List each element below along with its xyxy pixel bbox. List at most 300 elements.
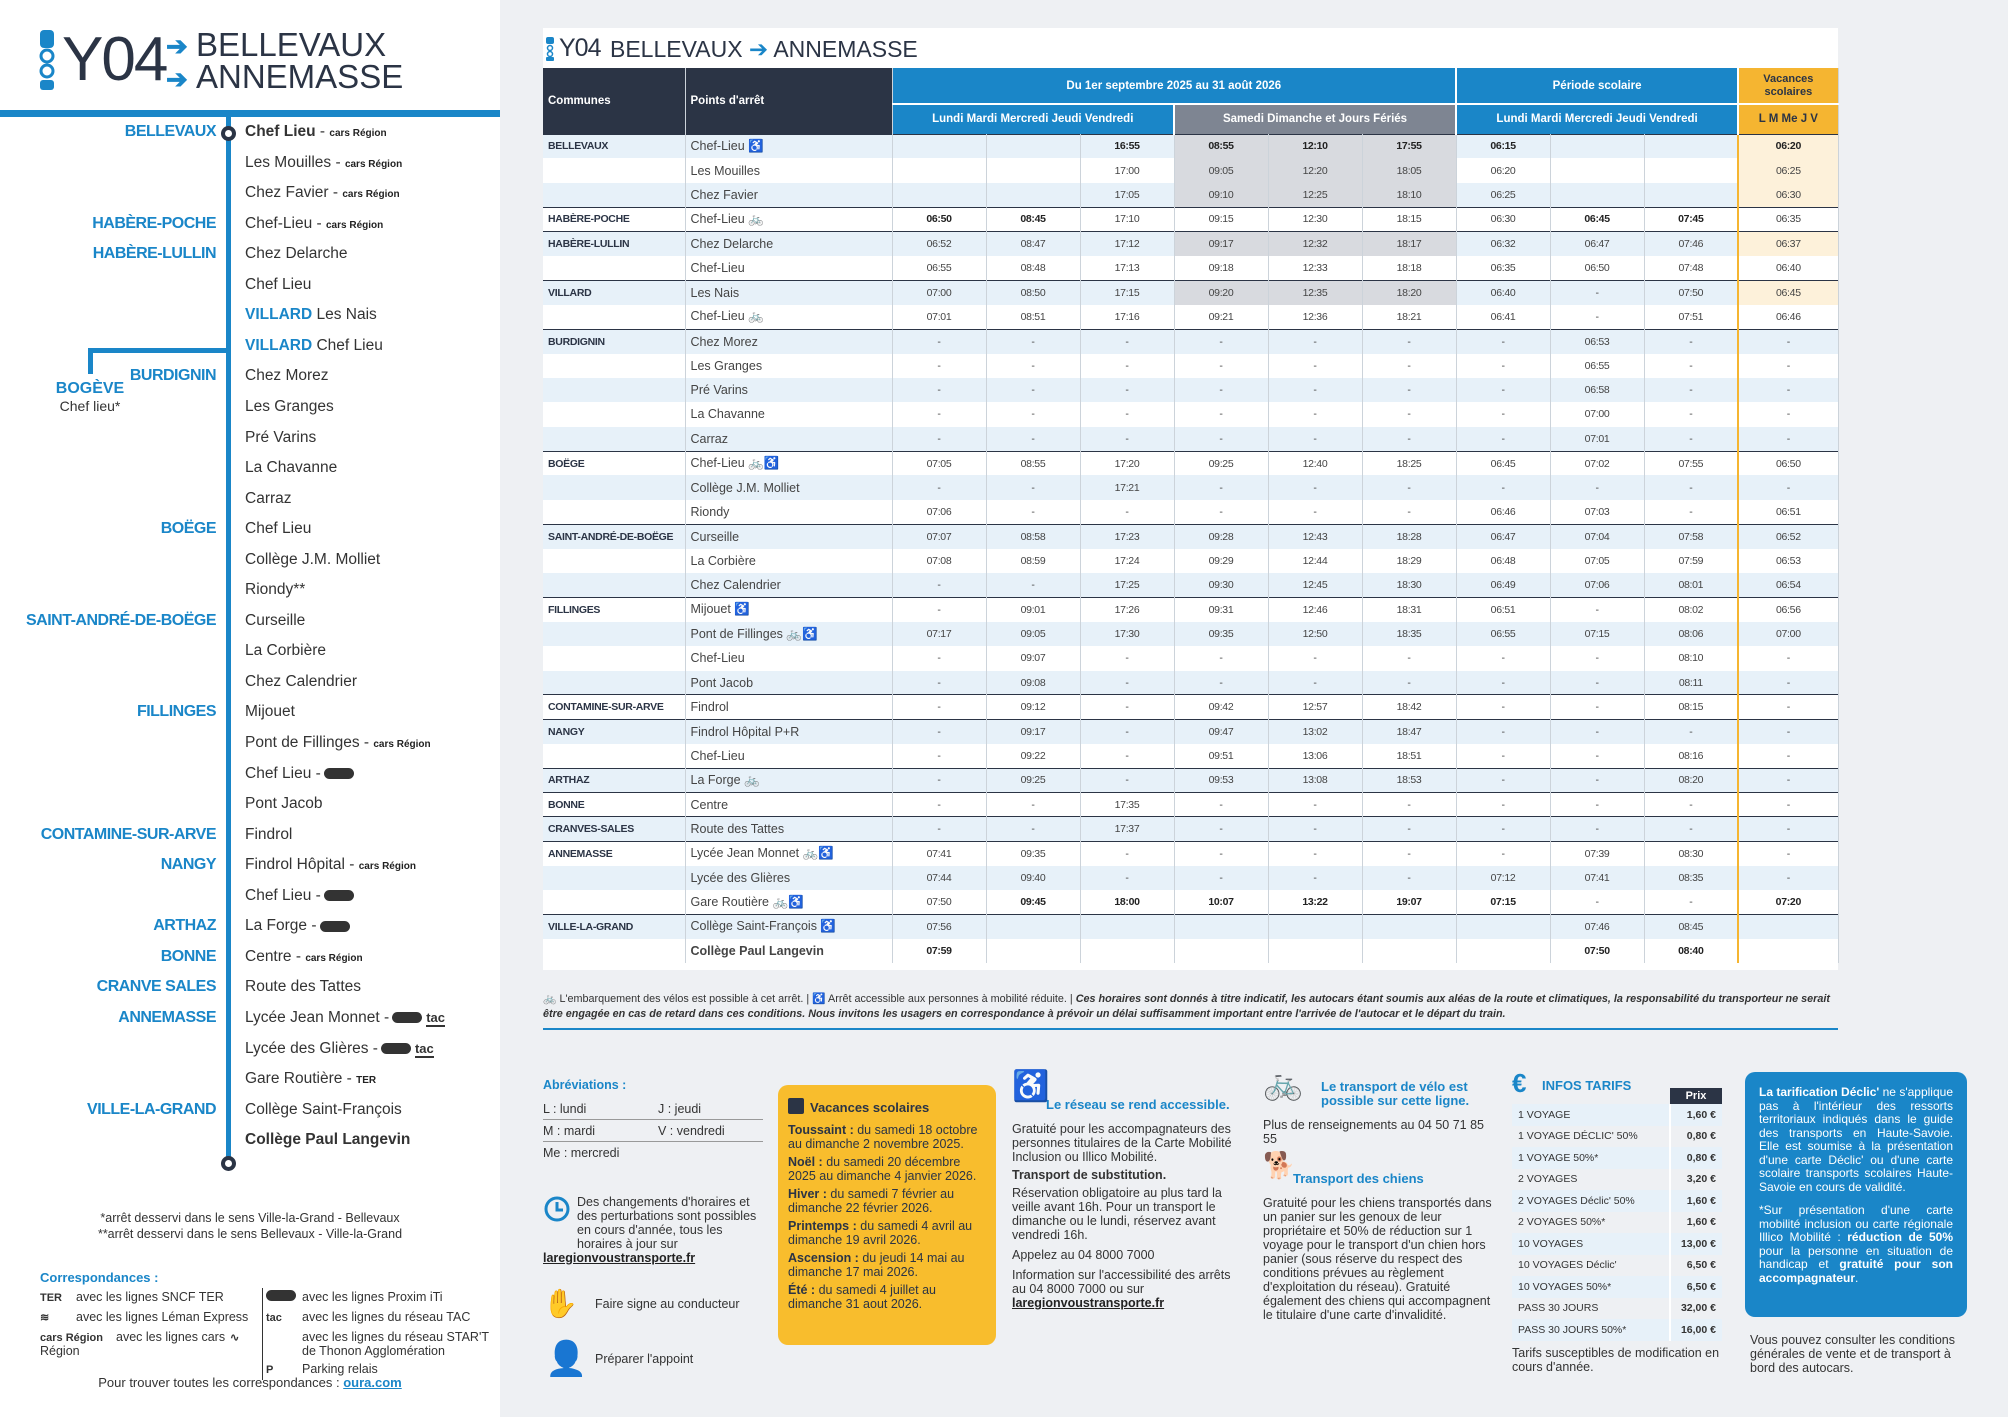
time-cell: - <box>1738 427 1838 451</box>
stop-commune: SAINT-ANDRÉ-DE-BOËGE <box>25 611 216 629</box>
time-cell: 17:21 <box>1080 475 1174 499</box>
time-cell <box>1738 915 1838 939</box>
table-row <box>543 427 1838 451</box>
stop-label: Route des Tattes <box>245 978 362 996</box>
time-cell: 08:15 <box>1644 695 1738 719</box>
time-cell: 12:30 <box>1268 207 1362 231</box>
time-cell: - <box>1080 354 1174 378</box>
time-cell: - <box>1268 671 1362 695</box>
time-cell: 12:45 <box>1268 573 1362 597</box>
time-cell: 07:06 <box>1550 573 1644 597</box>
time-cell <box>1550 158 1644 182</box>
time-cell: 08:06 <box>1644 622 1738 646</box>
stop-prefix: VILLARD <box>245 306 313 324</box>
time-cell <box>1174 939 1268 963</box>
stop-prefix: VILLARD <box>245 336 313 354</box>
time-cell: - <box>1550 719 1644 743</box>
time-cell: 18:20 <box>1362 280 1456 304</box>
row-stop: Chez Favier <box>685 183 892 207</box>
time-cell: 06:47 <box>1550 232 1644 256</box>
correspondances <box>40 1270 500 1376</box>
time-cell: - <box>1738 354 1838 378</box>
row-commune <box>543 866 685 890</box>
row-commune <box>543 646 685 670</box>
vacances-item: Été : du samedi 4 juillet au dimanche 31 aout 2026. <box>788 1283 936 1311</box>
arrow-right-icon: ➔ <box>166 64 188 94</box>
stop-connection: TER <box>356 1075 377 1087</box>
cgv-note: Vous pouvez consulter les conditions générales de vente et de transport à bord des autocars. <box>1750 1333 1955 1375</box>
stop-name <box>245 826 292 844</box>
time-cell: - <box>1550 646 1644 670</box>
stop-name <box>245 429 316 447</box>
time-cell: - <box>892 646 986 670</box>
stop-row <box>0 455 500 485</box>
time-cell: 06:47 <box>1456 524 1550 548</box>
accessibility-info: ♿ Le réseau se rend accessible. Gratuité pour les accompagnateurs des personnes titulaires de la Carte Mobilité Inclusion ou Illico Mobilité. Transport de substitution. Réservation obligatoire au plus tard la veille avant 16h. Pour un transport le dimanche ou le lundi, réservez avant vendredi 16h. Appelez au 04 8000 7000 Information sur l'accessibilité des arrêts au 04 8000 7000 ou sur laregionvoustransporte.fr <box>1012 1070 1232 1310</box>
time-cell: - <box>1456 354 1550 378</box>
time-cell: 08:01 <box>1644 573 1738 597</box>
time-cell: 09:51 <box>1174 744 1268 768</box>
time-cell: 12:20 <box>1268 158 1362 182</box>
stop-name <box>245 367 329 385</box>
time-cell: - <box>1174 817 1268 841</box>
time-cell: 16:55 <box>1080 134 1174 158</box>
time-cell: 09:20 <box>1174 280 1268 304</box>
stop-commune: BOËGE <box>160 520 216 538</box>
time-cell: - <box>1644 890 1738 914</box>
stop-row <box>0 852 500 882</box>
time-cell: 12:46 <box>1268 597 1362 621</box>
stop-row <box>0 180 500 210</box>
time-cell <box>892 134 986 158</box>
time-cell: - <box>892 378 986 402</box>
time-cell: - <box>1362 500 1456 524</box>
corr-start: ∿ avec les lignes du réseau STAR'T de Thonon Agglomération <box>230 1330 489 1358</box>
time-cell: - <box>1644 427 1738 451</box>
region-link[interactable]: laregionvoustransporte.fr <box>1012 1296 1165 1310</box>
stop-row <box>0 211 500 241</box>
time-cell: 07:00 <box>892 280 986 304</box>
stop-label: Chef Lieu <box>245 275 312 293</box>
stop-name <box>245 673 357 691</box>
time-cell: - <box>892 768 986 792</box>
time-cell: 12:57 <box>1268 695 1362 719</box>
time-cell: - <box>1080 719 1174 743</box>
time-cell: 09:31 <box>1174 597 1268 621</box>
time-cell: - <box>1362 427 1456 451</box>
time-cell: - <box>1268 354 1362 378</box>
row-stop: Chef-Lieu ♿ <box>685 134 892 158</box>
stop-label: Chef Lieu <box>245 123 316 140</box>
time-cell: - <box>1550 305 1644 329</box>
dog-icon: 🐕 <box>1263 1150 1296 1180</box>
time-cell: 17:00 <box>1080 158 1174 182</box>
time-cell: 06:30 <box>1456 207 1550 231</box>
time-cell: - <box>1080 841 1174 865</box>
stop-row <box>0 486 500 516</box>
time-cell: 07:59 <box>892 939 986 963</box>
row-stop: Collège Saint-François ♿ <box>685 915 892 939</box>
stop-commune: BONNE <box>160 947 216 965</box>
time-cell: - <box>892 573 986 597</box>
header-points: Points d'arrêt <box>685 68 892 134</box>
row-commune: NANGY <box>543 719 685 743</box>
corr-divider <box>262 1288 263 1380</box>
time-cell: 08:55 <box>1174 134 1268 158</box>
time-cell: 09:18 <box>1174 256 1268 280</box>
time-cell: - <box>986 573 1080 597</box>
time-cell: 17:25 <box>1080 573 1174 597</box>
stop-label: Chez Morez <box>245 367 329 385</box>
time-cell: 06:49 <box>1456 573 1550 597</box>
tarif-label: 1 VOYAGE <box>1512 1104 1670 1126</box>
time-cell <box>1550 134 1644 158</box>
tarif-price: 13,00 € <box>1670 1233 1722 1255</box>
header-period: Du 1er septembre 2025 au 31 août 2026 <box>892 68 1456 104</box>
time-cell: 18:00 <box>1080 890 1174 914</box>
time-cell: - <box>1080 402 1174 426</box>
row-commune: SAINT-ANDRÉ-DE-BOËGE <box>543 524 685 548</box>
stop-name <box>245 1101 402 1119</box>
stop-label: Pont de Fillinges <box>245 734 360 751</box>
time-cell: 06:20 <box>1738 134 1838 158</box>
stop-name: Pont de Fillinges - cars Région <box>245 734 431 751</box>
table-row <box>543 573 1838 597</box>
stop-label: Les Nais <box>316 306 377 324</box>
stop-label: Collège Paul Langevin <box>245 1131 411 1149</box>
time-cell: 09:28 <box>1174 524 1268 548</box>
row-stop: Riondy <box>685 500 892 524</box>
row-commune: HABÈRE-POCHE <box>543 207 685 231</box>
stop-name <box>245 245 348 263</box>
stop-label: Les Mouilles <box>245 153 332 171</box>
time-cell: 09:30 <box>1174 573 1268 597</box>
row-commune: ARTHAZ <box>543 768 685 792</box>
time-cell: 08:40 <box>1644 939 1738 963</box>
time-cell: 07:04 <box>1550 524 1644 548</box>
time-cell: 12:43 <box>1268 524 1362 548</box>
time-cell: 06:32 <box>1456 232 1550 256</box>
stop-row <box>0 974 500 1004</box>
tarifs-title: INFOS TARIFS <box>1542 1078 1632 1093</box>
stop-name: Les Mouilles - cars Région <box>245 153 403 171</box>
time-cell: - <box>1174 646 1268 670</box>
row-stop: Collège Paul Langevin <box>685 939 892 963</box>
time-cell: - <box>1268 646 1362 670</box>
time-cell: 12:50 <box>1268 622 1362 646</box>
declic-box: La tarification Déclic' ne s'applique pas à l'intérieur des ressorts territoriaux indiqués dans le guide des transports en Haute-Savoie. Elle est soumise à la présentation d'une carte Déclic' ou d'une carte scolaire transports scolaires Haute-Savoie en cours de validité. *Sur présentation d'une carte mobilité inclusion ou carte régionale Illico Mobilité : réduction de 50% pour la personne en situation de handicap et gratuité pour son accompagnateur. <box>1745 1072 1967 1317</box>
time-cell: 06:58 <box>1550 378 1644 402</box>
bogeve-name: Chef lieu* <box>59 398 121 414</box>
stop-row <box>0 791 500 821</box>
table-row <box>543 549 1838 573</box>
time-cell: - <box>1550 280 1644 304</box>
stop-name <box>245 703 295 721</box>
time-cell: - <box>1080 378 1174 402</box>
stop-label: Pont Jacob <box>245 795 323 813</box>
header-vacances: Vacances scolaires <box>1738 68 1838 104</box>
table-row <box>543 183 1838 207</box>
stop-label: Gare Routière <box>245 1070 343 1088</box>
time-cell: 06:55 <box>1456 622 1550 646</box>
table-row <box>543 793 1838 817</box>
header-sdjf: Samedi Dimanche et Jours Fériés <box>1174 104 1456 134</box>
table-row <box>543 915 1838 939</box>
stop-name <box>245 306 377 324</box>
time-cell: 09:17 <box>986 719 1080 743</box>
time-cell: 07:08 <box>892 549 986 573</box>
abbr-title: Abréviations : <box>543 1078 627 1092</box>
time-cell: 17:35 <box>1080 793 1174 817</box>
time-cell: 12:35 <box>1268 280 1362 304</box>
time-cell: 07:58 <box>1644 524 1738 548</box>
time-cell: 13:02 <box>1268 719 1362 743</box>
time-cell: 06:46 <box>1456 500 1550 524</box>
time-cell: 17:24 <box>1080 549 1174 573</box>
time-cell: 18:51 <box>1362 744 1456 768</box>
time-cell: - <box>892 475 986 499</box>
time-cell: - <box>1738 475 1838 499</box>
time-cell <box>892 183 986 207</box>
arrow-right-icon: ➔ <box>166 31 188 61</box>
row-stop: Carraz <box>685 427 892 451</box>
stop-row <box>0 761 500 791</box>
correspondances-title: Correspondances : <box>40 1270 159 1285</box>
time-cell: 17:30 <box>1080 622 1174 646</box>
vacances-item: Printemps : du samedi 4 avril au dimanche 19 avril 2026. <box>788 1219 973 1247</box>
row-stop: Gare Routière 🚲♿ <box>685 890 892 914</box>
disclaimer: Ces horaires sont donnés à titre indicatif, les autocars étant soumis aux aléas de la route et climatiques, la responsabilité du transporteur ne serait être engagée en cas de retard dans ces conditions. Nous invitons les usagers en correspondance à prévoir un délai suffisamment important entre l'arrivée de l'autocar et le départ du train. <box>543 993 1830 1020</box>
time-cell: - <box>986 500 1080 524</box>
time-cell <box>1268 915 1362 939</box>
time-cell: 18:10 <box>1362 183 1456 207</box>
time-cell: - <box>1456 646 1550 670</box>
time-cell: - <box>1644 329 1738 353</box>
time-cell: 06:15 <box>1456 134 1550 158</box>
time-cell: 07:15 <box>1550 622 1644 646</box>
time-cell <box>1644 134 1738 158</box>
stop-name <box>245 978 361 996</box>
time-cell: 07:55 <box>1644 451 1738 475</box>
time-cell: 18:25 <box>1362 451 1456 475</box>
row-stop: Chef-Lieu <box>685 646 892 670</box>
row-commune <box>543 183 685 207</box>
time-cell: - <box>1080 866 1174 890</box>
row-stop: Lycée Jean Monnet 🚲♿ <box>685 841 892 865</box>
row-stop: Chez Calendrier <box>685 573 892 597</box>
time-cell: - <box>1362 475 1456 499</box>
time-cell: - <box>1738 866 1838 890</box>
time-cell: - <box>892 427 986 451</box>
stop-label: Chef Lieu <box>245 520 312 538</box>
time-cell: 18:30 <box>1362 573 1456 597</box>
stop-commune: BELLEVAUX <box>124 123 216 140</box>
tarif-row <box>1512 1212 1722 1234</box>
time-cell: - <box>1268 500 1362 524</box>
tarifs-price-header: Prix <box>1670 1088 1722 1105</box>
time-cell: 18:31 <box>1362 597 1456 621</box>
stop-label: La Corbière <box>245 642 326 660</box>
stop-name: Chef Lieu - <box>245 887 354 905</box>
row-stop: Lycée des Glières <box>685 866 892 890</box>
time-cell: 08:59 <box>986 549 1080 573</box>
oura-link[interactable]: oura.com <box>343 1375 402 1390</box>
time-cell: 06:51 <box>1738 500 1838 524</box>
time-cell: 08:10 <box>1644 646 1738 670</box>
tarif-row <box>1512 1255 1722 1277</box>
table-row <box>543 378 1838 402</box>
corr-parking: P Parking relais <box>266 1362 378 1376</box>
time-cell: - <box>1738 329 1838 353</box>
time-cell <box>986 939 1080 963</box>
time-cell: - <box>1738 768 1838 792</box>
timetable-legend: 🚲 L'embarquement des vélos est possible à cet arrêt. | ♿ Arrêt accessible aux personnes à mobilité réduite. | Ces horaires sont donnés à titre indicatif, les autocars étant soumis aux aléas de la route et climatiques, la responsabilité du transporteur ne serait être engagée en cas de retard dans ces conditions. Nous invitons les usagers en correspondance à prévoir un délai suffisamment important entre l'arrivée de l'autocar et le départ du train. <box>543 993 1830 1020</box>
time-cell: 08:45 <box>986 207 1080 231</box>
stop-row <box>0 1097 500 1127</box>
time-cell <box>1738 939 1838 963</box>
time-cell: 06:51 <box>1456 597 1550 621</box>
time-cell: - <box>1644 719 1738 743</box>
time-cell: 09:05 <box>986 622 1080 646</box>
time-cell: - <box>892 402 986 426</box>
find-correspondances: Pour trouver toutes les correspondances : oura.com <box>98 1375 402 1390</box>
time-cell: 06:56 <box>1738 597 1838 621</box>
time-cell: - <box>1738 817 1838 841</box>
time-cell: 09:25 <box>1174 451 1268 475</box>
time-cell: 18:47 <box>1362 719 1456 743</box>
time-cell: - <box>1268 427 1362 451</box>
stop-name: Findrol Hôpital - cars Région <box>245 856 416 874</box>
vacances-item: Toussaint : du samedi 18 octobre au dimanche 2 novembre 2025. <box>788 1123 978 1151</box>
time-cell: 09:47 <box>1174 719 1268 743</box>
time-cell: 13:22 <box>1268 890 1362 914</box>
stop-label: Chez Calendrier <box>245 672 357 690</box>
changes-info: Des changements d'horaires et des perturbations sont possibles en cours d'année, tous les horaires à jour sur laregionvoustransporte.fr ✋ Faire signe au conducteur 👤 Préparer l'appoint <box>543 1195 757 1378</box>
vacances-item: Ascension : du jeudi 14 mai au dimanche 17 mai 2026. <box>788 1251 965 1279</box>
row-stop: Chez Delarche <box>685 232 892 256</box>
region-link[interactable]: laregionvoustransporte.fr <box>543 1251 696 1265</box>
stop-row <box>0 516 500 546</box>
time-cell: - <box>892 354 986 378</box>
row-stop: Chez Morez <box>685 329 892 353</box>
time-cell: 06:35 <box>1456 256 1550 280</box>
note-1: *arrêt desservi dans le sens Ville-la-Grand - Bellevaux <box>100 1211 400 1225</box>
time-cell: 06:50 <box>892 207 986 231</box>
time-cell: - <box>1362 646 1456 670</box>
stop-commune: FILLINGES <box>136 703 216 721</box>
time-cell: - <box>1174 354 1268 378</box>
time-cell: 07:56 <box>892 915 986 939</box>
time-cell: - <box>1738 695 1838 719</box>
time-cell: 06:55 <box>892 256 986 280</box>
tarif-row <box>1512 1276 1722 1298</box>
time-cell: - <box>1174 841 1268 865</box>
stop-name: La Forge - <box>245 917 350 935</box>
time-cell: - <box>1080 646 1174 670</box>
stop-row <box>0 944 500 974</box>
row-commune: ANNEMASSE <box>543 841 685 865</box>
time-cell: - <box>892 793 986 817</box>
stop-name: Lycée des Glières - tac <box>245 1039 434 1057</box>
time-cell: - <box>1080 329 1174 353</box>
arrow-right-icon: ➔ <box>748 36 769 62</box>
tarif-label: PASS 30 JOURS <box>1518 1302 1599 1315</box>
stop-name: Lycée Jean Monnet - tac <box>245 1008 445 1026</box>
tarif-price: 16,00 € <box>1670 1319 1722 1341</box>
vacances-title: Vacances scolaires <box>788 1101 986 1115</box>
time-cell: - <box>1268 817 1362 841</box>
time-cell: 12:25 <box>1268 183 1362 207</box>
stop-name <box>245 581 305 599</box>
row-commune: VILLARD <box>543 280 685 304</box>
line-code: Y04 <box>62 25 167 94</box>
stop-commune: ANNEMASSE <box>118 1008 216 1026</box>
row-commune <box>543 622 685 646</box>
time-cell: - <box>1738 793 1838 817</box>
time-cell: - <box>1268 841 1362 865</box>
time-cell: 08:11 <box>1644 671 1738 695</box>
time-cell: - <box>1174 378 1268 402</box>
time-cell: 17:13 <box>1080 256 1174 280</box>
tarif-label: 2 VOYAGES 50%* <box>1518 1216 1606 1229</box>
table-row <box>543 207 1838 231</box>
time-cell <box>1644 158 1738 182</box>
row-commune <box>543 500 685 524</box>
time-cell <box>1268 939 1362 963</box>
time-cell: - <box>1174 475 1268 499</box>
stop-name <box>245 1131 410 1149</box>
time-cell: 18:17 <box>1362 232 1456 256</box>
time-cell: 07:51 <box>1644 305 1738 329</box>
stop-row <box>0 913 500 943</box>
time-cell: - <box>1550 475 1644 499</box>
table-row <box>543 402 1838 426</box>
time-cell: 12:10 <box>1268 134 1362 158</box>
time-cell: 07:02 <box>1550 451 1644 475</box>
stop-label: La Chavanne <box>245 459 338 477</box>
stop-commune: CONTAMINE-SUR-ARVE <box>40 825 216 843</box>
time-cell: 07:00 <box>1550 402 1644 426</box>
stop-row <box>0 669 500 699</box>
time-cell: 09:07 <box>986 646 1080 670</box>
time-cell: 06:55 <box>1550 354 1644 378</box>
row-stop: Pré Varins <box>685 378 892 402</box>
stop-name: Chef Lieu - <box>245 765 354 783</box>
bogeve-commune: BOGÈVE <box>55 380 125 397</box>
stop-row <box>0 1066 500 1096</box>
time-cell: 06:50 <box>1550 256 1644 280</box>
row-stop: Les Nais <box>685 280 892 304</box>
bus-icon <box>545 37 555 61</box>
time-cell <box>1080 939 1174 963</box>
row-commune <box>543 671 685 695</box>
time-cell: 09:53 <box>1174 768 1268 792</box>
time-cell: - <box>1174 402 1268 426</box>
stop-row <box>0 638 500 668</box>
time-cell: 09:22 <box>986 744 1080 768</box>
stop-row <box>0 333 500 363</box>
time-cell: 08:51 <box>986 305 1080 329</box>
stop-commune: NANGY <box>160 856 216 874</box>
time-cell: 18:05 <box>1362 158 1456 182</box>
town-to: ANNEMASSE <box>196 58 404 95</box>
time-cell: 06:45 <box>1550 207 1644 231</box>
time-cell: 09:08 <box>986 671 1080 695</box>
time-cell: 08:47 <box>986 232 1080 256</box>
stop-connection: cars Région <box>358 861 416 873</box>
stop-row <box>0 822 500 852</box>
vacances-item: Hiver : du samedi 7 février au dimanche 22 février 2026. <box>788 1187 955 1215</box>
